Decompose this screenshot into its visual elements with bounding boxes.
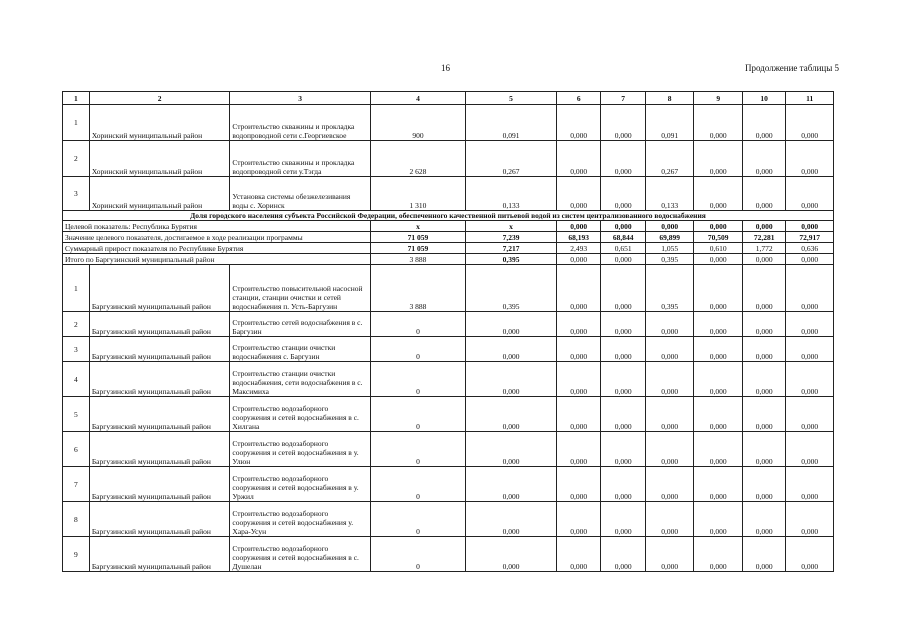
value-cell: 0,000 [786, 141, 834, 177]
value-cell: 0 [370, 337, 465, 362]
value-cell: 0,000 [601, 432, 645, 467]
summary-value: 0,000 [556, 254, 600, 265]
summary-row [63, 243, 834, 254]
value-cell: 0,000 [694, 432, 743, 467]
summary-value: 68,844 [601, 232, 645, 243]
column-header: 2 [89, 92, 230, 105]
value-cell: 1 310 [370, 177, 465, 211]
value-cell: 0,000 [645, 312, 694, 337]
value-cell: 0,267 [645, 141, 694, 177]
value-cell: 0,000 [645, 432, 694, 467]
table-row [63, 141, 834, 177]
value-cell: 0,000 [786, 312, 834, 337]
row-number: 4 [63, 362, 90, 397]
summary-row [63, 254, 834, 265]
summary-value: 0,636 [786, 243, 834, 254]
row-number: 3 [63, 177, 90, 211]
measure-cell: Установка системы обезжелезивания воды с. Хоринск [230, 177, 371, 211]
value-cell: 0,000 [601, 502, 645, 537]
value-cell: 0,000 [742, 432, 785, 467]
measure-cell: Строительство повысительной насосной станции, станции очистки и сетей водоснабжения п. Усть-Баргузин [230, 265, 371, 312]
column-header: 5 [466, 92, 557, 105]
measure-cell: Строительство скважины и прокладка водопроводной сети с.Георгиевское [230, 105, 371, 141]
summary-value: 0,000 [601, 221, 645, 232]
table-row [63, 537, 834, 572]
table-row [63, 432, 834, 467]
value-cell: 0,000 [694, 141, 743, 177]
value-cell: 0 [370, 432, 465, 467]
summary-value: 72,281 [742, 232, 785, 243]
value-cell: 0,000 [694, 397, 743, 432]
summary-value: 0,651 [601, 243, 645, 254]
value-cell: 0,000 [645, 502, 694, 537]
district-cell: Баргузинский муниципальный район [89, 265, 230, 312]
value-cell: 0,000 [556, 432, 600, 467]
section-title-row [63, 211, 834, 221]
page-number: 16 [441, 63, 450, 73]
summary-label: Целевой показатель: Республика Бурятия [63, 221, 371, 232]
value-cell: 0,000 [556, 467, 600, 502]
district-cell: Баргузинский муниципальный район [89, 467, 230, 502]
value-cell: 0,000 [742, 105, 785, 141]
summary-row [63, 232, 834, 243]
district-cell: Баргузинский муниципальный район [89, 362, 230, 397]
value-cell: 0,000 [601, 105, 645, 141]
value-cell: 0,000 [694, 502, 743, 537]
table-row [63, 502, 834, 537]
measure-cell: Строительство сетей водоснабжения в с. Баргузин [230, 312, 371, 337]
value-cell: 0,000 [786, 467, 834, 502]
data-table [62, 91, 834, 572]
summary-label: Суммарный прирост показателя по Республике Бурятия [63, 243, 371, 254]
value-cell: 0,000 [694, 177, 743, 211]
value-cell: 0,000 [601, 312, 645, 337]
value-cell: 0,267 [466, 141, 557, 177]
value-cell: 0,000 [466, 337, 557, 362]
summary-value: x [466, 221, 557, 232]
value-cell: 0,000 [742, 537, 785, 572]
value-cell: 0,000 [742, 312, 785, 337]
column-header: 11 [786, 92, 834, 105]
value-cell: 0,000 [645, 362, 694, 397]
value-cell: 0,000 [742, 397, 785, 432]
value-cell: 0,000 [786, 105, 834, 141]
summary-value: 0,000 [694, 254, 743, 265]
value-cell: 0,091 [466, 105, 557, 141]
district-cell: Баргузинский муниципальный район [89, 337, 230, 362]
summary-value: 1,055 [645, 243, 694, 254]
value-cell: 0,000 [786, 502, 834, 537]
table-row [63, 312, 834, 337]
summary-value: 0,395 [645, 254, 694, 265]
value-cell: 0,000 [556, 105, 600, 141]
summary-value: x [370, 221, 465, 232]
summary-value: 68,193 [556, 232, 600, 243]
value-cell: 0,000 [786, 362, 834, 397]
value-cell: 0,000 [694, 337, 743, 362]
row-number: 1 [63, 105, 90, 141]
table-row [63, 397, 834, 432]
table-row [63, 362, 834, 397]
district-cell: Хоринский муниципальный район [89, 141, 230, 177]
column-header: 3 [230, 92, 371, 105]
row-number: 1 [63, 265, 90, 312]
row-number: 6 [63, 432, 90, 467]
value-cell: 0 [370, 397, 465, 432]
value-cell: 0,000 [601, 362, 645, 397]
summary-value: 69,899 [645, 232, 694, 243]
value-cell: 0,000 [694, 312, 743, 337]
summary-row [63, 221, 834, 232]
measure-cell: Строительство водозаборного сооружения и сетей водоснабжения в с. Хилгана [230, 397, 371, 432]
value-cell: 0,000 [645, 467, 694, 502]
summary-value: 2,493 [556, 243, 600, 254]
summary-value: 3 888 [370, 254, 465, 265]
summary-value: 0,000 [645, 221, 694, 232]
measure-cell: Строительство водозаборного сооружения и сетей водоснабжения у. Хара-Усун [230, 502, 371, 537]
value-cell: 0 [370, 502, 465, 537]
value-cell: 0,000 [786, 397, 834, 432]
district-cell: Баргузинский муниципальный район [89, 502, 230, 537]
district-cell: Баргузинский муниципальный район [89, 397, 230, 432]
value-cell: 0,000 [466, 537, 557, 572]
district-cell: Хоринский муниципальный район [89, 177, 230, 211]
summary-value: 0,000 [601, 254, 645, 265]
value-cell: 0,000 [556, 537, 600, 572]
value-cell: 0,000 [466, 397, 557, 432]
summary-value: 0,000 [694, 221, 743, 232]
value-cell: 0,133 [645, 177, 694, 211]
value-cell: 0,000 [742, 467, 785, 502]
summary-value: 0,000 [556, 221, 600, 232]
value-cell: 0,000 [786, 432, 834, 467]
value-cell: 0,000 [742, 502, 785, 537]
value-cell: 0,091 [645, 105, 694, 141]
value-cell: 0,000 [786, 537, 834, 572]
value-cell: 0,000 [742, 141, 785, 177]
value-cell: 0,000 [556, 397, 600, 432]
value-cell: 0,000 [694, 537, 743, 572]
district-cell: Баргузинский муниципальный район [89, 537, 230, 572]
value-cell: 0,000 [694, 105, 743, 141]
measure-cell: Строительство водозаборного сооружения и сетей водоснабжения в у. Уржил [230, 467, 371, 502]
value-cell: 0,000 [786, 337, 834, 362]
value-cell: 0,395 [645, 265, 694, 312]
table-row [63, 337, 834, 362]
value-cell: 0,000 [786, 177, 834, 211]
value-cell: 0,000 [556, 141, 600, 177]
value-cell: 0,000 [601, 177, 645, 211]
summary-value: 71 059 [370, 232, 465, 243]
column-header: 8 [645, 92, 694, 105]
row-number: 9 [63, 537, 90, 572]
table-row [63, 265, 834, 312]
continuation-label: Продолжение таблицы 5 [745, 63, 839, 73]
value-cell: 0 [370, 467, 465, 502]
column-header: 9 [694, 92, 743, 105]
value-cell: 2 628 [370, 141, 465, 177]
value-cell: 0,000 [556, 502, 600, 537]
value-cell: 0 [370, 362, 465, 397]
summary-value: 72,917 [786, 232, 834, 243]
value-cell: 0,000 [742, 265, 785, 312]
value-cell: 0,000 [556, 265, 600, 312]
value-cell: 0,000 [601, 337, 645, 362]
summary-value: 7,239 [466, 232, 557, 243]
summary-value: 70,509 [694, 232, 743, 243]
value-cell: 0,000 [742, 337, 785, 362]
value-cell: 0 [370, 537, 465, 572]
value-cell: 0,000 [601, 537, 645, 572]
table-row [63, 467, 834, 502]
measure-cell: Строительство станции очистки водоснабжения, сети водоснабжения в с. Максимиха [230, 362, 371, 397]
value-cell: 0,000 [601, 467, 645, 502]
value-cell: 0,000 [694, 265, 743, 312]
value-cell: 0,000 [786, 265, 834, 312]
summary-value: 0,395 [466, 254, 557, 265]
summary-value: 0,000 [786, 254, 834, 265]
column-header: 7 [601, 92, 645, 105]
value-cell: 0,000 [645, 397, 694, 432]
value-cell: 0,000 [556, 362, 600, 397]
summary-value: 7,217 [466, 243, 557, 254]
summary-value: 0,000 [742, 254, 785, 265]
value-cell: 0,000 [694, 467, 743, 502]
column-header: 4 [370, 92, 465, 105]
measure-cell: Строительство станции очистки водоснабжения с. Баргузин [230, 337, 371, 362]
value-cell: 0,000 [645, 337, 694, 362]
measure-cell: Строительство водозаборного сооружения и сетей водоснабжения в с. Душелан [230, 537, 371, 572]
value-cell: 0,000 [694, 362, 743, 397]
row-number: 3 [63, 337, 90, 362]
value-cell: 0,000 [466, 467, 557, 502]
value-cell: 0,000 [556, 337, 600, 362]
table-row [63, 105, 834, 141]
summary-value: 1,772 [742, 243, 785, 254]
value-cell: 0,000 [466, 432, 557, 467]
district-cell: Баргузинский муниципальный район [89, 432, 230, 467]
row-number: 5 [63, 397, 90, 432]
value-cell: 0,133 [466, 177, 557, 211]
row-number: 8 [63, 502, 90, 537]
row-number: 2 [63, 141, 90, 177]
value-cell: 0,395 [466, 265, 557, 312]
header-row [63, 92, 834, 105]
value-cell: 0,000 [601, 265, 645, 312]
value-cell: 900 [370, 105, 465, 141]
section-title: Доля городского населения субъекта Российской Федерации, обеспеченного качественной питьевой водой из систем централизованного водоснабжения [63, 211, 834, 221]
district-cell: Баргузинский муниципальный район [89, 312, 230, 337]
value-cell: 0,000 [466, 312, 557, 337]
measure-cell: Строительство водозаборного сооружения и сетей водоснабжения в у. Улюн [230, 432, 371, 467]
row-number: 2 [63, 312, 90, 337]
column-header: 1 [63, 92, 90, 105]
row-number: 7 [63, 467, 90, 502]
summary-value: 0,000 [742, 221, 785, 232]
value-cell: 0,000 [556, 312, 600, 337]
value-cell: 0,000 [466, 502, 557, 537]
summary-label: Итого по Баргузинский муниципальный район [63, 254, 371, 265]
measure-cell: Строительство скважины и прокладка водопроводной сети у.Тэгда [230, 141, 371, 177]
summary-value: 71 059 [370, 243, 465, 254]
table-row [63, 177, 834, 211]
summary-value: 0,000 [786, 221, 834, 232]
value-cell: 0 [370, 312, 465, 337]
value-cell: 0,000 [601, 141, 645, 177]
value-cell: 0,000 [645, 537, 694, 572]
value-cell: 0,000 [556, 177, 600, 211]
summary-label: Значение целевого показателя, достигаемое в ходе реализации программы [63, 232, 371, 243]
column-header: 10 [742, 92, 785, 105]
value-cell: 0,000 [742, 177, 785, 211]
value-cell: 0,000 [466, 362, 557, 397]
summary-value: 0,610 [694, 243, 743, 254]
column-header: 6 [556, 92, 600, 105]
value-cell: 3 888 [370, 265, 465, 312]
value-cell: 0,000 [601, 397, 645, 432]
value-cell: 0,000 [742, 362, 785, 397]
district-cell: Хоринский муниципальный район [89, 105, 230, 141]
